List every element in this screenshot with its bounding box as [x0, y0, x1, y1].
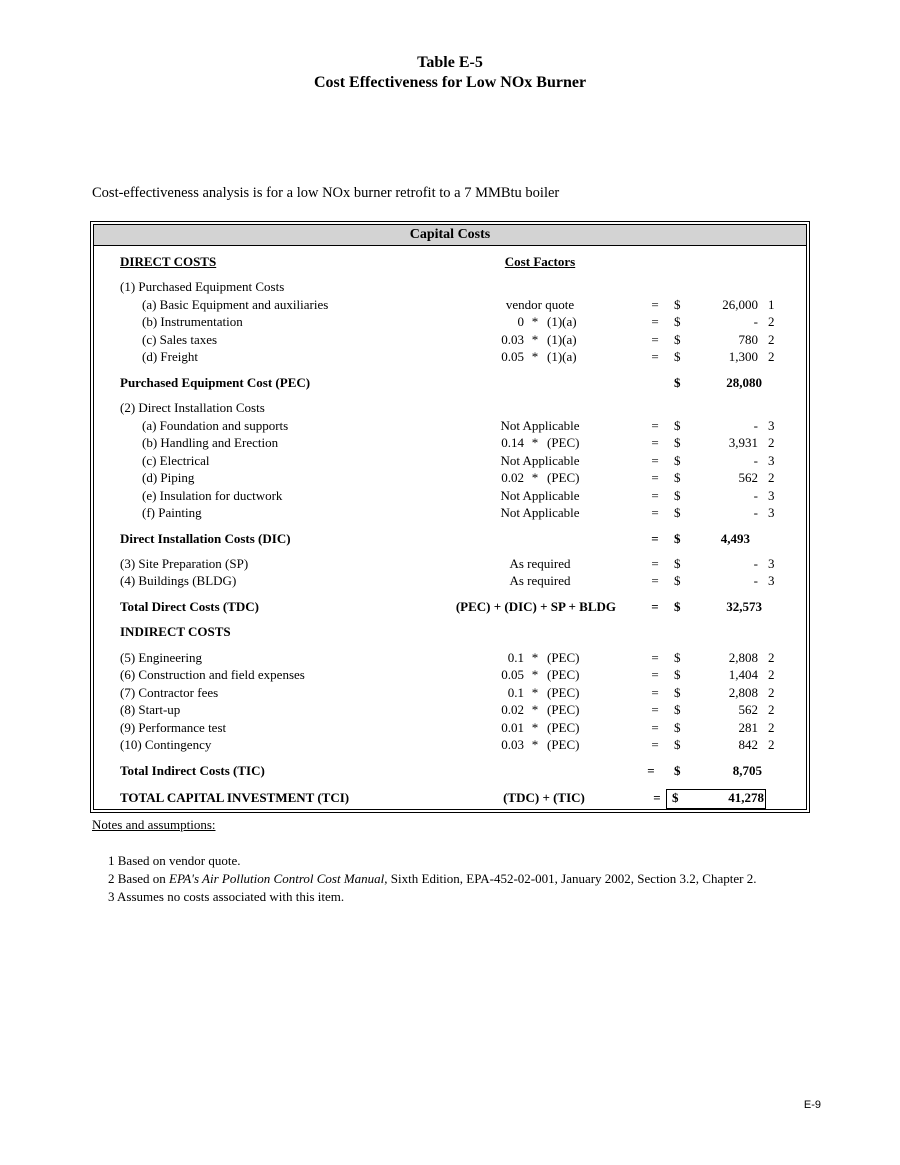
multiply-sign: * [531, 702, 539, 717]
note-ref: 3 [768, 573, 775, 588]
total-row-tic [94, 762, 806, 779]
dollar-sign: $ [674, 297, 681, 312]
table-row [94, 417, 806, 434]
cost-factor: As required [509, 556, 571, 571]
notes-heading: Notes and assumptions: [92, 817, 216, 832]
dollar-sign: $ [674, 573, 681, 588]
note-ref: 3 [768, 488, 775, 503]
table-row [94, 649, 806, 666]
table-row [94, 434, 806, 451]
amount: - [753, 505, 758, 520]
row-label: Purchased Equipment Cost (PEC) [120, 375, 311, 390]
equals-sign: = [651, 297, 659, 312]
factor-basis: (1)(a) [547, 314, 577, 329]
note-ref: 2 [768, 702, 775, 717]
row-label: (b) Handling and Erection [142, 435, 279, 450]
amount: 4,493 [720, 531, 750, 546]
footnote-1: 1 Based on vendor quote. [108, 853, 241, 868]
factor-value: 0.1 [507, 685, 524, 700]
row-label: (4) Buildings (BLDG) [120, 573, 237, 588]
multiply-sign: * [531, 737, 539, 752]
factor-value: 0.03 [501, 737, 524, 752]
multiply-sign: * [531, 667, 539, 682]
row-label: (6) Construction and field expenses [120, 667, 305, 682]
row-label: (f) Painting [142, 505, 202, 520]
row-label: (d) Freight [142, 349, 198, 364]
section-direct-installation: (2) Direct Installation Costs [120, 400, 265, 415]
amount: - [753, 418, 758, 433]
note-ref: 2 [768, 737, 775, 752]
multiply-sign: * [531, 332, 539, 347]
factor-basis: (PEC) [547, 470, 580, 485]
factor-basis: (1)(a) [547, 332, 577, 347]
multiply-sign: * [531, 435, 539, 450]
row-label: (e) Insulation for ductwork [142, 488, 283, 503]
column-headers [94, 253, 806, 270]
amount: - [753, 314, 758, 329]
amount: 41,278 [728, 790, 764, 805]
note-ref: 2 [768, 332, 775, 347]
dollar-sign: $ [674, 531, 681, 546]
dollar-sign: $ [674, 488, 681, 503]
dollar-sign: $ [674, 685, 681, 700]
amount: - [753, 488, 758, 503]
direct-costs-heading: DIRECT COSTS [120, 254, 217, 269]
factor-value: 0 [517, 314, 524, 329]
row-label: Total Indirect Costs (TIC) [120, 763, 265, 778]
dollar-sign: $ [674, 667, 681, 682]
equals-sign: = [651, 650, 659, 665]
equals-sign: = [651, 531, 659, 546]
note-ref: 2 [768, 650, 775, 665]
table-row [94, 666, 806, 683]
dollar-sign: $ [674, 314, 681, 329]
footnote-3: 3 Assumes no costs associated with this item. [108, 889, 345, 904]
table-row [94, 348, 806, 365]
note-ref: 2 [768, 470, 775, 485]
equals-sign: = [651, 349, 659, 364]
dollar-sign: $ [674, 599, 681, 614]
row-label: (c) Sales taxes [142, 332, 218, 347]
factor-basis: (PEC) [547, 702, 580, 717]
dollar-sign: $ [674, 375, 681, 390]
table-row [94, 555, 806, 572]
cost-factor: Not Applicable [500, 418, 580, 433]
dollar-sign: $ [674, 763, 681, 778]
amount: 3,931 [728, 435, 758, 450]
equals-sign: = [647, 763, 655, 778]
table-row [94, 572, 806, 589]
factor-value: 0.03 [501, 332, 524, 347]
row-label: (8) Start-up [120, 702, 181, 717]
equals-sign: = [651, 435, 659, 450]
subtotal-row-pec [94, 374, 806, 391]
cost-factor: As required [509, 573, 571, 588]
equals-sign: = [651, 720, 659, 735]
dollar-sign: $ [674, 720, 681, 735]
amount: 8,705 [732, 763, 762, 778]
amount: 28,080 [726, 375, 762, 390]
factor-value: 0.14 [501, 435, 524, 450]
dollar-sign: $ [674, 737, 681, 752]
equals-sign: = [651, 556, 659, 571]
row-label: Direct Installation Costs (DIC) [120, 531, 291, 546]
equals-sign: = [651, 488, 659, 503]
factor-basis: (PEC) [547, 685, 580, 700]
amount: 562 [738, 470, 758, 485]
amount: 780 [738, 332, 758, 347]
row-label: Total Direct Costs (TDC) [120, 599, 260, 614]
row-label: (3) Site Preparation (SP) [120, 556, 249, 571]
dollar-sign: $ [674, 453, 681, 468]
cost-factors-heading: Cost Factors [504, 254, 576, 269]
multiply-sign: * [531, 650, 539, 665]
equals-sign: = [651, 470, 659, 485]
equals-sign: = [651, 418, 659, 433]
note-ref: 2 [768, 314, 775, 329]
table-row [94, 487, 806, 504]
table-row [94, 701, 806, 718]
footnote-2-prefix: 2 Based on [108, 871, 170, 886]
table-row [94, 719, 806, 736]
row-label: (10) Contingency [120, 737, 212, 752]
amount: 2,808 [728, 650, 758, 665]
cost-factor: Not Applicable [500, 505, 580, 520]
amount: 281 [738, 720, 758, 735]
total-row-tci [94, 789, 806, 806]
cost-factor: Not Applicable [500, 453, 580, 468]
note-ref: 3 [768, 418, 775, 433]
factor-basis: (1)(a) [547, 349, 577, 364]
dollar-sign: $ [674, 505, 681, 520]
cost-factor: Not Applicable [500, 488, 580, 503]
equals-sign: = [651, 573, 659, 588]
note-ref: 2 [768, 685, 775, 700]
equals-sign: = [651, 737, 659, 752]
section-purchased-equipment: (1) Purchased Equipment Costs [120, 279, 285, 294]
multiply-sign: * [531, 685, 539, 700]
equals-sign: = [651, 702, 659, 717]
multiply-sign: * [531, 470, 539, 485]
cost-factor: (TDC) + (TIC) [503, 790, 585, 805]
capital-costs-table [90, 221, 810, 813]
subtotal-row-dic [94, 530, 806, 547]
factor-basis: (PEC) [547, 435, 580, 450]
table-subtitle: Cost Effectiveness for Low NOx Burner [313, 74, 587, 91]
dollar-sign: $ [674, 349, 681, 364]
table-row [94, 452, 806, 469]
table-row [94, 504, 806, 521]
row-label: (a) Basic Equipment and auxiliaries [142, 297, 329, 312]
amount: 2,808 [728, 685, 758, 700]
table-row [94, 296, 806, 313]
amount: 1,300 [728, 349, 758, 364]
page-number: E-9 [803, 1099, 821, 1111]
amount: - [753, 556, 758, 571]
row-label: (d) Piping [142, 470, 195, 485]
row-label: (c) Electrical [142, 453, 210, 468]
dollar-sign: $ [674, 702, 681, 717]
capital-costs-header: Capital Costs [94, 225, 806, 246]
factor-basis: (PEC) [547, 667, 580, 682]
equals-sign: = [651, 314, 659, 329]
note-ref: 3 [768, 453, 775, 468]
dollar-sign: $ [674, 650, 681, 665]
factor-basis: (PEC) [547, 737, 580, 752]
table-title: Table E-5 [417, 54, 483, 71]
table-row [94, 331, 806, 348]
amount: 562 [738, 702, 758, 717]
factor-basis: (PEC) [547, 650, 580, 665]
dollar-sign: $ [672, 790, 679, 805]
equals-sign: = [651, 453, 659, 468]
equals-sign: = [651, 599, 659, 614]
table-row [94, 684, 806, 701]
factor-basis: (PEC) [547, 720, 580, 735]
note-ref: 3 [768, 556, 775, 571]
equals-sign: = [651, 667, 659, 682]
footnote-2 [108, 871, 756, 887]
indirect-costs-heading: INDIRECT COSTS [120, 624, 231, 639]
equals-sign: = [651, 685, 659, 700]
factor-value: 0.02 [501, 702, 524, 717]
equals-sign: = [651, 332, 659, 347]
cost-factor: (PEC) + (DIC) + SP + BLDG [455, 599, 616, 614]
note-ref: 2 [768, 435, 775, 450]
note-ref: 2 [768, 349, 775, 364]
amount: - [753, 453, 758, 468]
factor-value: 0.05 [501, 667, 524, 682]
factor-value: 0.1 [507, 650, 524, 665]
total-row-tdc [94, 598, 806, 615]
table-row [94, 313, 806, 330]
note-ref: 1 [768, 297, 775, 312]
footnote-2-manual-title: EPA's Air Pollution Control Cost Manual [169, 871, 385, 886]
row-label: (7) Contractor fees [120, 685, 219, 700]
multiply-sign: * [531, 720, 539, 735]
dollar-sign: $ [674, 418, 681, 433]
amount: 1,404 [728, 667, 758, 682]
dollar-sign: $ [674, 470, 681, 485]
amount: 32,573 [726, 599, 762, 614]
factor-value: 0.05 [501, 349, 524, 364]
cost-factor: vendor quote [505, 297, 575, 312]
note-ref: 3 [768, 505, 775, 520]
multiply-sign: * [531, 314, 539, 329]
table-row [94, 736, 806, 753]
row-label: (5) Engineering [120, 650, 202, 665]
factor-value: 0.01 [501, 720, 524, 735]
row-label: (b) Instrumentation [142, 314, 243, 329]
row-label: (9) Performance test [120, 720, 227, 735]
multiply-sign: * [531, 349, 539, 364]
note-ref: 2 [768, 720, 775, 735]
row-label: TOTAL CAPITAL INVESTMENT (TCI) [120, 790, 350, 805]
amount: - [753, 573, 758, 588]
dollar-sign: $ [674, 332, 681, 347]
dollar-sign: $ [674, 435, 681, 450]
footnote-2-suffix: , Sixth Edition, EPA-452-02-001, January 2002, Section 3.2, Chapter 2. [384, 871, 757, 886]
amount: 842 [738, 737, 758, 752]
factor-value: 0.02 [501, 470, 524, 485]
intro-text: Cost-effectiveness analysis is for a low NOx burner retrofit to a 7 MMBtu boiler [92, 185, 560, 201]
equals-sign: = [653, 790, 661, 805]
table-row [94, 469, 806, 486]
dollar-sign: $ [674, 556, 681, 571]
note-ref: 2 [768, 667, 775, 682]
amount: 26,000 [722, 297, 758, 312]
equals-sign: = [651, 505, 659, 520]
row-label: (a) Foundation and supports [142, 418, 289, 433]
